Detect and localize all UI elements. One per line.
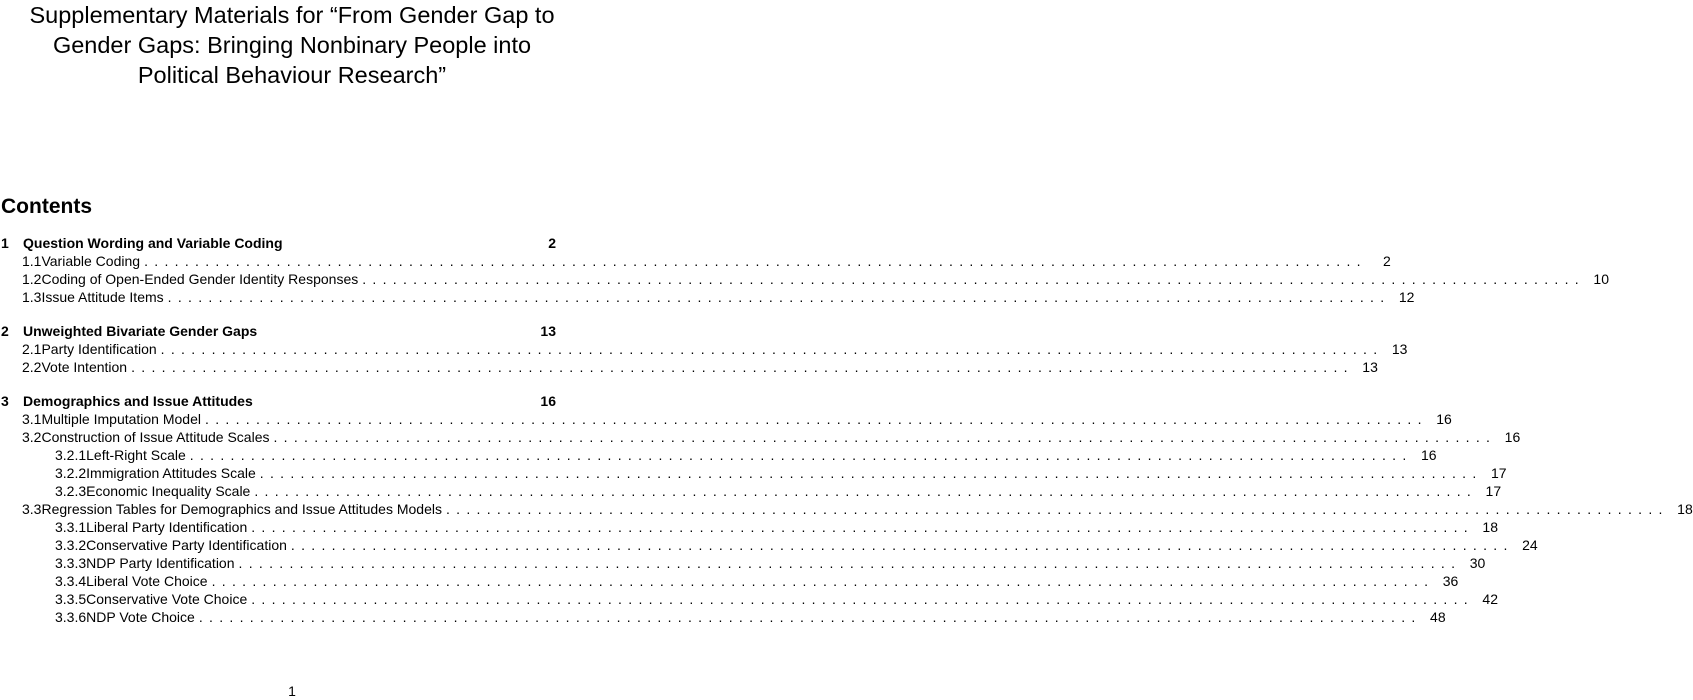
toc-label: Variable Coding bbox=[41, 253, 141, 269]
toc-label: Immigration Attitudes Scale bbox=[86, 465, 256, 481]
toc-number: 3.3.6 bbox=[55, 609, 87, 625]
toc-page-number: 13 bbox=[540, 323, 556, 339]
toc-page-number: 16 bbox=[1436, 411, 1452, 427]
toc-entry[interactable] bbox=[22, 288, 1415, 306]
toc-leader-dots: ........................................................................................................................ bbox=[160, 341, 1384, 357]
toc-number: 2.1 bbox=[22, 341, 42, 357]
toc-label: Left-Right Scale bbox=[86, 447, 186, 463]
toc-label: Conservative Party Identification bbox=[86, 537, 287, 553]
toc-page-number: 48 bbox=[1430, 609, 1446, 625]
toc-entry[interactable] bbox=[55, 554, 1486, 572]
toc-page-number: 17 bbox=[1485, 483, 1502, 499]
toc-page-number: 30 bbox=[1469, 555, 1486, 571]
toc-page-number: 10 bbox=[1593, 271, 1609, 287]
toc-label: Demographics and Issue Attitudes bbox=[23, 393, 253, 409]
title-line: Supplementary Materials for “From Gender Gap to bbox=[29, 2, 555, 28]
toc-page-number: 16 bbox=[1504, 429, 1521, 445]
toc-leader-dots: ........................................................................................................................ bbox=[167, 289, 1391, 305]
toc-number: 1 bbox=[1, 235, 9, 251]
toc-leader-dots: ........................................................................................................................ bbox=[189, 447, 1413, 463]
toc-label: Issue Attitude Items bbox=[41, 289, 164, 305]
toc-number: 3.2.2 bbox=[55, 465, 87, 481]
toc-entry[interactable] bbox=[55, 608, 1446, 626]
toc-entry[interactable] bbox=[55, 536, 1538, 554]
toc-page-number: 13 bbox=[1391, 341, 1408, 357]
toc-label: Question Wording and Variable Coding bbox=[23, 235, 283, 251]
toc-label: Liberal Vote Choice bbox=[86, 573, 208, 589]
toc-label: Multiple Imputation Model bbox=[41, 411, 201, 427]
toc-leader-dots: ........................................................................................................................ bbox=[131, 359, 1354, 375]
toc-entry[interactable] bbox=[1, 234, 556, 252]
toc-leader-dots: ........................................................................................................................ bbox=[205, 411, 1428, 427]
toc-number: 3.2.3 bbox=[55, 483, 87, 499]
toc-label: NDP Vote Choice bbox=[86, 609, 195, 625]
toc-entry[interactable] bbox=[55, 482, 1502, 500]
toc-page-number: 17 bbox=[1490, 465, 1507, 481]
toc-number: 1.3 bbox=[22, 289, 42, 305]
toc-number: 2.2 bbox=[22, 359, 42, 375]
toc-label: Economic Inequality Scale bbox=[86, 483, 251, 499]
toc-number: 3 bbox=[1, 393, 9, 409]
page-number: 1 bbox=[288, 683, 296, 699]
toc-entry[interactable] bbox=[22, 428, 1521, 446]
toc-leader-dots: ........................................................................................................................ bbox=[238, 555, 1462, 571]
toc-label: Liberal Party Identification bbox=[86, 519, 248, 535]
toc-leader-dots: ........................................................................................................................ bbox=[259, 465, 1483, 481]
toc-page-number: 12 bbox=[1398, 289, 1415, 305]
toc-leader-dots: ........................................................................................................................ bbox=[251, 591, 1474, 607]
toc-leader-dots: ........................................................................................................................ bbox=[251, 519, 1474, 535]
toc-entry[interactable] bbox=[55, 464, 1507, 482]
toc-page-number: 16 bbox=[1420, 447, 1437, 463]
toc-entry[interactable] bbox=[55, 590, 1498, 608]
toc-entry[interactable] bbox=[22, 270, 1609, 288]
toc-entry[interactable] bbox=[22, 358, 1378, 376]
toc-page-number: 18 bbox=[1482, 519, 1498, 535]
toc-number: 2 bbox=[1, 323, 9, 339]
toc-entry[interactable] bbox=[1, 392, 556, 410]
document-title bbox=[0, 0, 584, 90]
toc-label: Conservative Vote Choice bbox=[86, 591, 248, 607]
contents-heading: Contents bbox=[1, 195, 92, 218]
toc-page-number: 2 bbox=[1383, 253, 1391, 269]
toc-entry[interactable] bbox=[22, 340, 1408, 358]
title-line: Gender Gaps: Bringing Nonbinary People into bbox=[52, 32, 532, 58]
toc-entry[interactable] bbox=[55, 446, 1437, 464]
toc-leader-dots: ........................................................................................................................ bbox=[211, 573, 1435, 589]
toc-entry[interactable] bbox=[55, 572, 1459, 590]
toc-label: NDP Party Identification bbox=[86, 555, 235, 571]
toc-number: 3.3.1 bbox=[55, 519, 87, 535]
toc-label: Unweighted Bivariate Gender Gaps bbox=[23, 323, 258, 339]
toc-number: 3.3.4 bbox=[55, 573, 87, 589]
toc-leader-dots: ........................................................................................................................ bbox=[254, 483, 1478, 499]
toc-page-number: 2 bbox=[548, 235, 556, 251]
toc-page-number: 24 bbox=[1522, 537, 1538, 553]
toc-page-number: 18 bbox=[1677, 501, 1693, 517]
toc-page-number: 16 bbox=[540, 393, 556, 409]
toc-leader-dots: ........................................................................................................................ bbox=[362, 271, 1585, 287]
toc-number: 3.1 bbox=[22, 411, 42, 427]
toc-page-number: 42 bbox=[1482, 591, 1498, 607]
toc-entry[interactable] bbox=[22, 500, 1693, 518]
toc-entry[interactable] bbox=[55, 518, 1498, 536]
toc-leader-dots: ........................................................................................................................ bbox=[290, 537, 1514, 553]
toc-number: 1.1 bbox=[22, 253, 42, 269]
toc-page-number: 36 bbox=[1442, 573, 1459, 589]
toc-number: 3.2.1 bbox=[55, 447, 87, 463]
toc-number: 3.3.2 bbox=[55, 537, 87, 553]
toc-leader-dots: ........................................................................................................................ bbox=[445, 501, 1669, 517]
toc-entry[interactable] bbox=[22, 252, 1391, 270]
toc-number: 3.2 bbox=[22, 429, 42, 445]
toc-number: 1.2 bbox=[22, 271, 42, 287]
toc-label: Construction of Issue Attitude Scales bbox=[41, 429, 270, 445]
toc-number: 3.3.5 bbox=[55, 591, 87, 607]
toc-label: Coding of Open-Ended Gender Identity Responses bbox=[41, 271, 359, 287]
toc-entry[interactable] bbox=[22, 410, 1452, 428]
toc-label: Vote Intention bbox=[41, 359, 128, 375]
title-line: Political Behaviour Research” bbox=[137, 62, 447, 88]
toc-leader-dots: ........................................................................................................................ bbox=[144, 253, 1367, 269]
toc-number: 3.3 bbox=[22, 501, 42, 517]
toc-label: Party Identification bbox=[41, 341, 157, 357]
toc-entry[interactable] bbox=[1, 322, 556, 340]
toc-leader-dots: ........................................................................................................................ bbox=[198, 609, 1422, 625]
toc-number: 3.3.3 bbox=[55, 555, 87, 571]
toc-leader-dots: ........................................................................................................................ bbox=[273, 429, 1497, 445]
toc-label: Regression Tables for Demographics and Issue Attitudes Models bbox=[41, 501, 442, 517]
toc-page-number: 13 bbox=[1362, 359, 1378, 375]
